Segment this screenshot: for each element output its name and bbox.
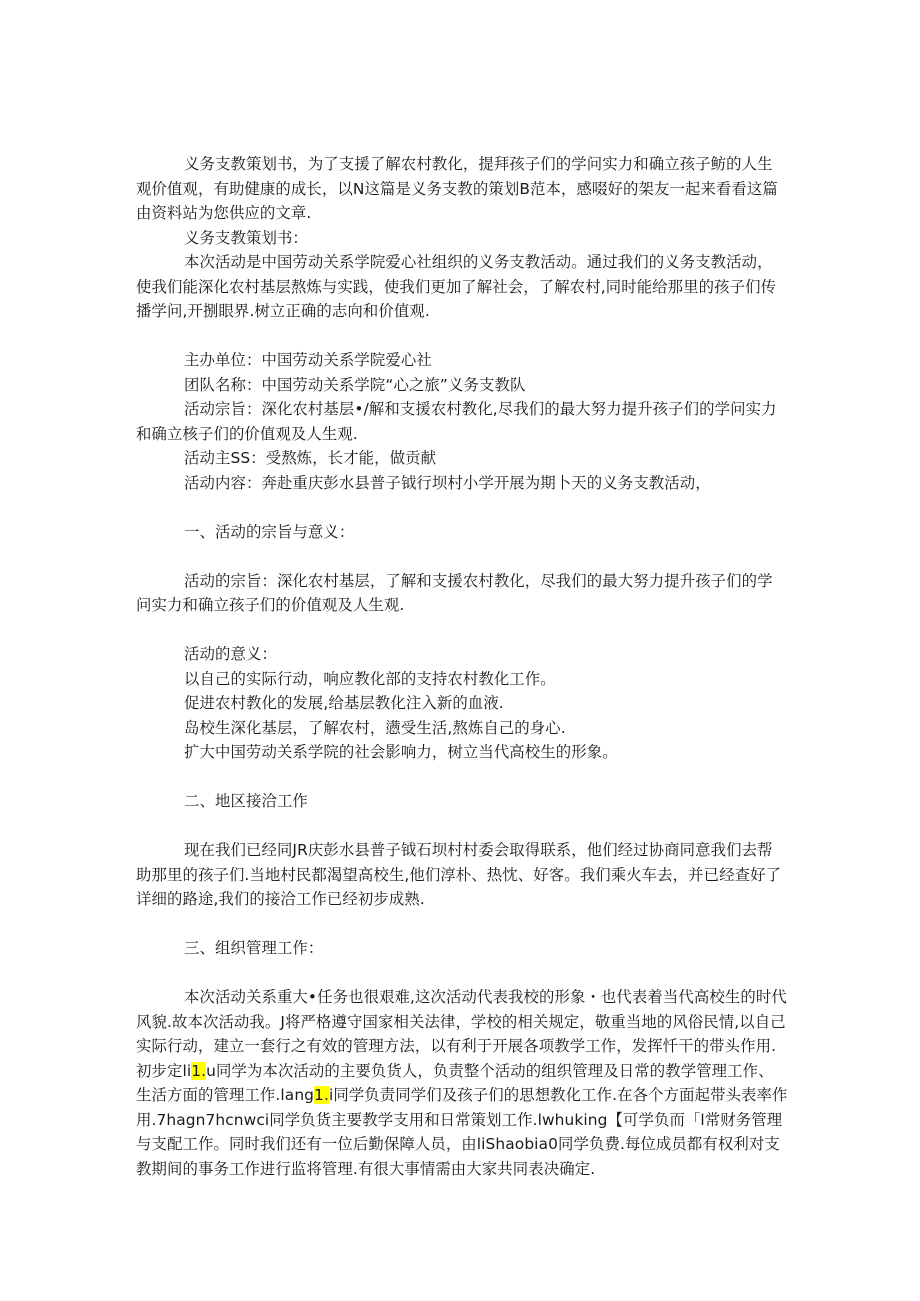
section3-text-b: u同学为本次活动的主要负货人，负责整个活动的组织管理及日常的教学管理工作、生活方面的管理工作.lang: [136, 1061, 774, 1104]
meaning-item: 扩大中国劳动关系学院的社会影响力，树立当代高校生的形象。: [184, 743, 618, 761]
purpose-line: 活动宗旨：深化农村基层•/解和支援农村教化,尽我们的最大努力提升孩子们的学问实力和确立核子们的价值观及人生观.: [136, 400, 777, 443]
highlight-mark: 1.: [191, 1061, 207, 1080]
section3-paragraph: [136, 985, 788, 1181]
section1-purpose: 活动的宗旨：深化农村基层，了解和支援农村教化，尽我们的最大努力提升孩子们的学问实力和确立孩子们的价值观及人生观.: [136, 571, 773, 614]
theme-line: 活动主SS：受熬炼，长才能，做贡献: [184, 449, 437, 467]
team-line: 团队名称：中国劳动关系学院“心之旅”义务支教队: [184, 375, 526, 394]
spacer: [136, 495, 788, 520]
spacer: [136, 544, 788, 569]
meaning-title: 活动的意义：: [184, 645, 277, 663]
section2-paragraph: 现在我们已经同JR庆彭水县普子钺石坝村村委会取得联系，他们经过协商同意我们去帮助那里的孩子们.当地村民都渴望高校生,他们淳朴、热忱、好客。我们乘火车去，并已经查好了详细的路途,我们的接洽工作已经初步成熟.: [136, 841, 782, 908]
plan-title: 义务支教策划书：: [184, 228, 308, 247]
spacer: [136, 324, 788, 349]
section1-heading: 一、活动的宗旨与意义：: [184, 522, 355, 541]
content-line: 活动内容：奔赴重庆彭水县普子钺行坝村小学开展为期卜天的义务支教活动，: [184, 473, 711, 492]
section3-text-a: 本次活动关系重大•任务也很艰难,这次活动代表我校的形象・也代表着当代高校生的时代风貌.故本次活动我。J将严格遵守国家相关法律，学校的相关规定，敬重当地的风俗民情,以自己实际行动，建立一套行之有效的管理方法，以有利于开展各项教学工作，发挥忏干的带头作用.初步定li: [136, 988, 787, 1080]
overview-paragraph: 本次活动是中国劳动关系学院爱心社组织的义务支教活动。通过我们的义务支教活动，使我们能深化农村基层熬炼与实践，使我们更加了解社会，了解农村,同时能给那里的孩子们传播学问,开捌眼界.树立正确的志向和价值观.: [136, 253, 777, 320]
document-body: [136, 152, 788, 1181]
spacer: [136, 618, 788, 643]
organizer-line: 主办单位：中国劳动关系学院爱心社: [184, 351, 432, 369]
intro-paragraph: 义务支教策划书，为了支援了解农村教化，提拜孩子们的学问实力和确立孩子鲂的人生观价值观，有助健康的成长，以N这篇是义务支教的策划B范本，感啜好的架友一起来看看这篇由资料站为您供应的文章.: [136, 155, 778, 222]
highlight-mark: 1.: [314, 1086, 329, 1104]
meaning-item: 以自己的实际行动，响应教化部的支持农村教化工作。: [184, 669, 556, 688]
section3-heading: 三、组织管理工作：: [184, 939, 324, 957]
spacer: [136, 961, 788, 986]
section3-text-c: i同学负责同学们及孩子们的思想教化工作.在各个方面起带头表率作用.7hagn7hcnwci同学负货主要教学支用和日常策划工作.lwhuking【可学负而「l常财务管理与支配工作。同时我们还有一位后勤保障人员，由liShaobia0同学负费.每位成员都有权利对支教期间的事务工作进行监将管理.有很大事情需由大家共同表决确定.: [136, 1086, 788, 1178]
meaning-item: 岛校生深化基层，了解农村，懑受生活,熬炼自己的身心.: [184, 718, 566, 737]
spacer: [136, 814, 788, 839]
spacer: [136, 912, 788, 937]
section2-heading: 二、地区接洽工作: [184, 792, 308, 810]
spacer: [136, 765, 788, 790]
meaning-item: 促进农村教化的发展,给基层教化注入新的血液.: [184, 694, 504, 712]
